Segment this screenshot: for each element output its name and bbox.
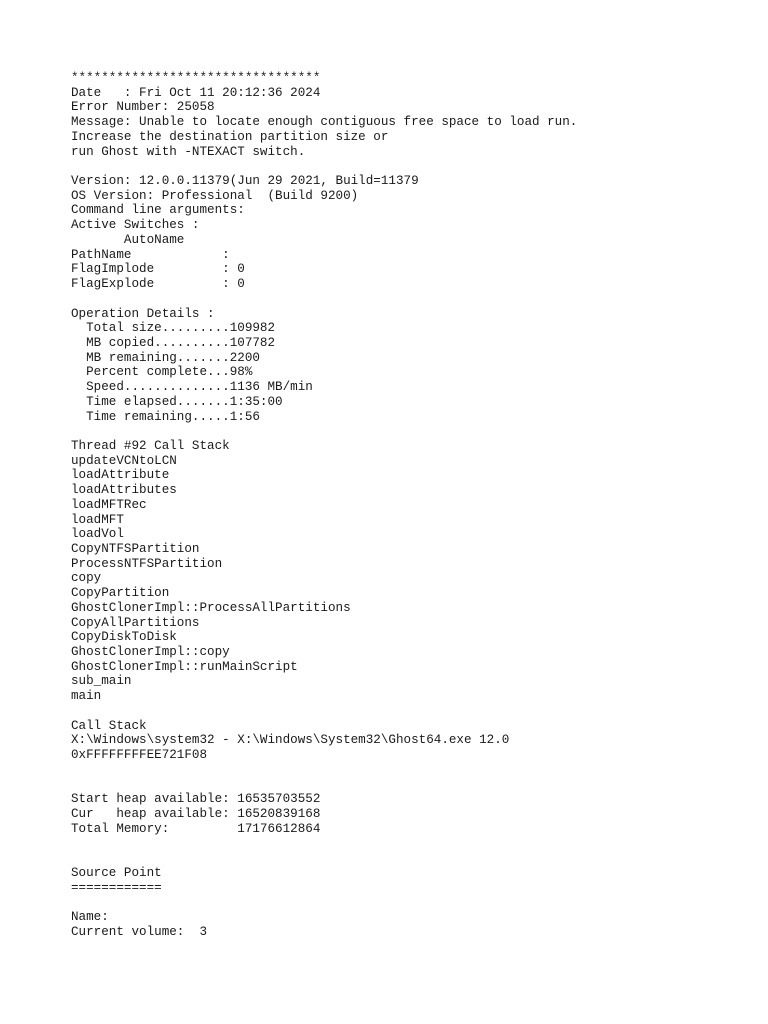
log-line: main: [71, 689, 102, 704]
log-line: loadAttributes: [71, 483, 177, 498]
log-line: Total size.........109982: [71, 321, 276, 336]
log-line: Time remaining.....1:56: [71, 409, 260, 424]
log-line: Increase the destination partition size or: [71, 129, 389, 144]
log-line: FlagExplode : 0: [71, 277, 245, 292]
log-line: FlagImplode : 0: [71, 262, 245, 277]
log-line: loadAttribute: [71, 468, 170, 483]
log-line: 0xFFFFFFFFEE721F08: [71, 748, 208, 763]
log-line: OS Version: Professional (Build 9200): [71, 188, 359, 203]
log-line: X:\Windows\system32 - X:\Windows\System32\Ghost64.exe 12.0: [71, 733, 510, 748]
log-line: CopyAllPartitions: [71, 615, 200, 630]
log-line: loadMFTRec: [71, 497, 147, 512]
log-line: Operation Details :: [71, 306, 215, 321]
log-line: Active Switches :: [71, 218, 200, 233]
blank-line: [71, 704, 577, 719]
blank-line: [71, 159, 577, 174]
blank-line: [71, 895, 577, 910]
log-line: Percent complete...98%: [71, 365, 253, 380]
log-line: CopyDiskToDisk: [71, 630, 177, 645]
log-line: Start heap available: 16535703552: [71, 792, 321, 807]
blank-line: [71, 778, 577, 793]
log-line: Name:: [71, 909, 109, 924]
log-line: CopyPartition: [71, 586, 170, 601]
log-line: copy: [71, 571, 102, 586]
log-line: Error Number: 25058: [71, 100, 215, 115]
log-line: Total Memory: 17176612864: [71, 821, 321, 836]
blank-line: [71, 292, 577, 307]
log-line: updateVCNtoLCN: [71, 453, 177, 468]
log-line: Command line arguments:: [71, 203, 245, 218]
blank-line: [71, 763, 577, 778]
log-line: GhostClonerImpl::ProcessAllPartitions: [71, 600, 351, 615]
blank-line: [71, 851, 577, 866]
error-log-text: [71, 71, 577, 939]
log-line: Cur heap available: 16520839168: [71, 806, 321, 821]
log-line: sub_main: [71, 674, 132, 689]
log-line: Current volume: 3: [71, 924, 208, 939]
log-line: ============: [71, 880, 162, 895]
log-line: AutoName: [71, 232, 185, 247]
blank-line: [71, 424, 577, 439]
log-line: Speed..............1136 MB/min: [71, 380, 313, 395]
log-line: GhostClonerImpl::copy: [71, 645, 230, 660]
log-line: Time elapsed.......1:35:00: [71, 394, 283, 409]
log-line: Version: 12.0.0.11379(Jun 29 2021, Build=11379: [71, 174, 419, 189]
log-line: Date : Fri Oct 11 20:12:36 2024: [71, 85, 321, 100]
log-line: CopyNTFSPartition: [71, 542, 200, 556]
log-line: MB remaining.......2200: [71, 350, 260, 365]
log-line: *********************************: [71, 71, 321, 85]
log-line: Message: Unable to locate enough contiguous free space to load run.: [71, 115, 578, 130]
log-line: PathName :: [71, 247, 230, 262]
log-line: Source Point: [71, 865, 162, 880]
log-line: Thread #92 Call Stack: [71, 438, 230, 453]
blank-line: [71, 836, 577, 851]
log-line: Call Stack: [71, 718, 147, 733]
log-line: loadMFT: [71, 512, 124, 527]
log-line: MB copied..........107782: [71, 335, 276, 350]
log-line: ProcessNTFSPartition: [71, 556, 223, 571]
log-line: loadVol: [71, 527, 124, 542]
log-line: run Ghost with -NTEXACT switch.: [71, 144, 306, 159]
log-line: GhostClonerImpl::runMainScript: [71, 659, 298, 674]
